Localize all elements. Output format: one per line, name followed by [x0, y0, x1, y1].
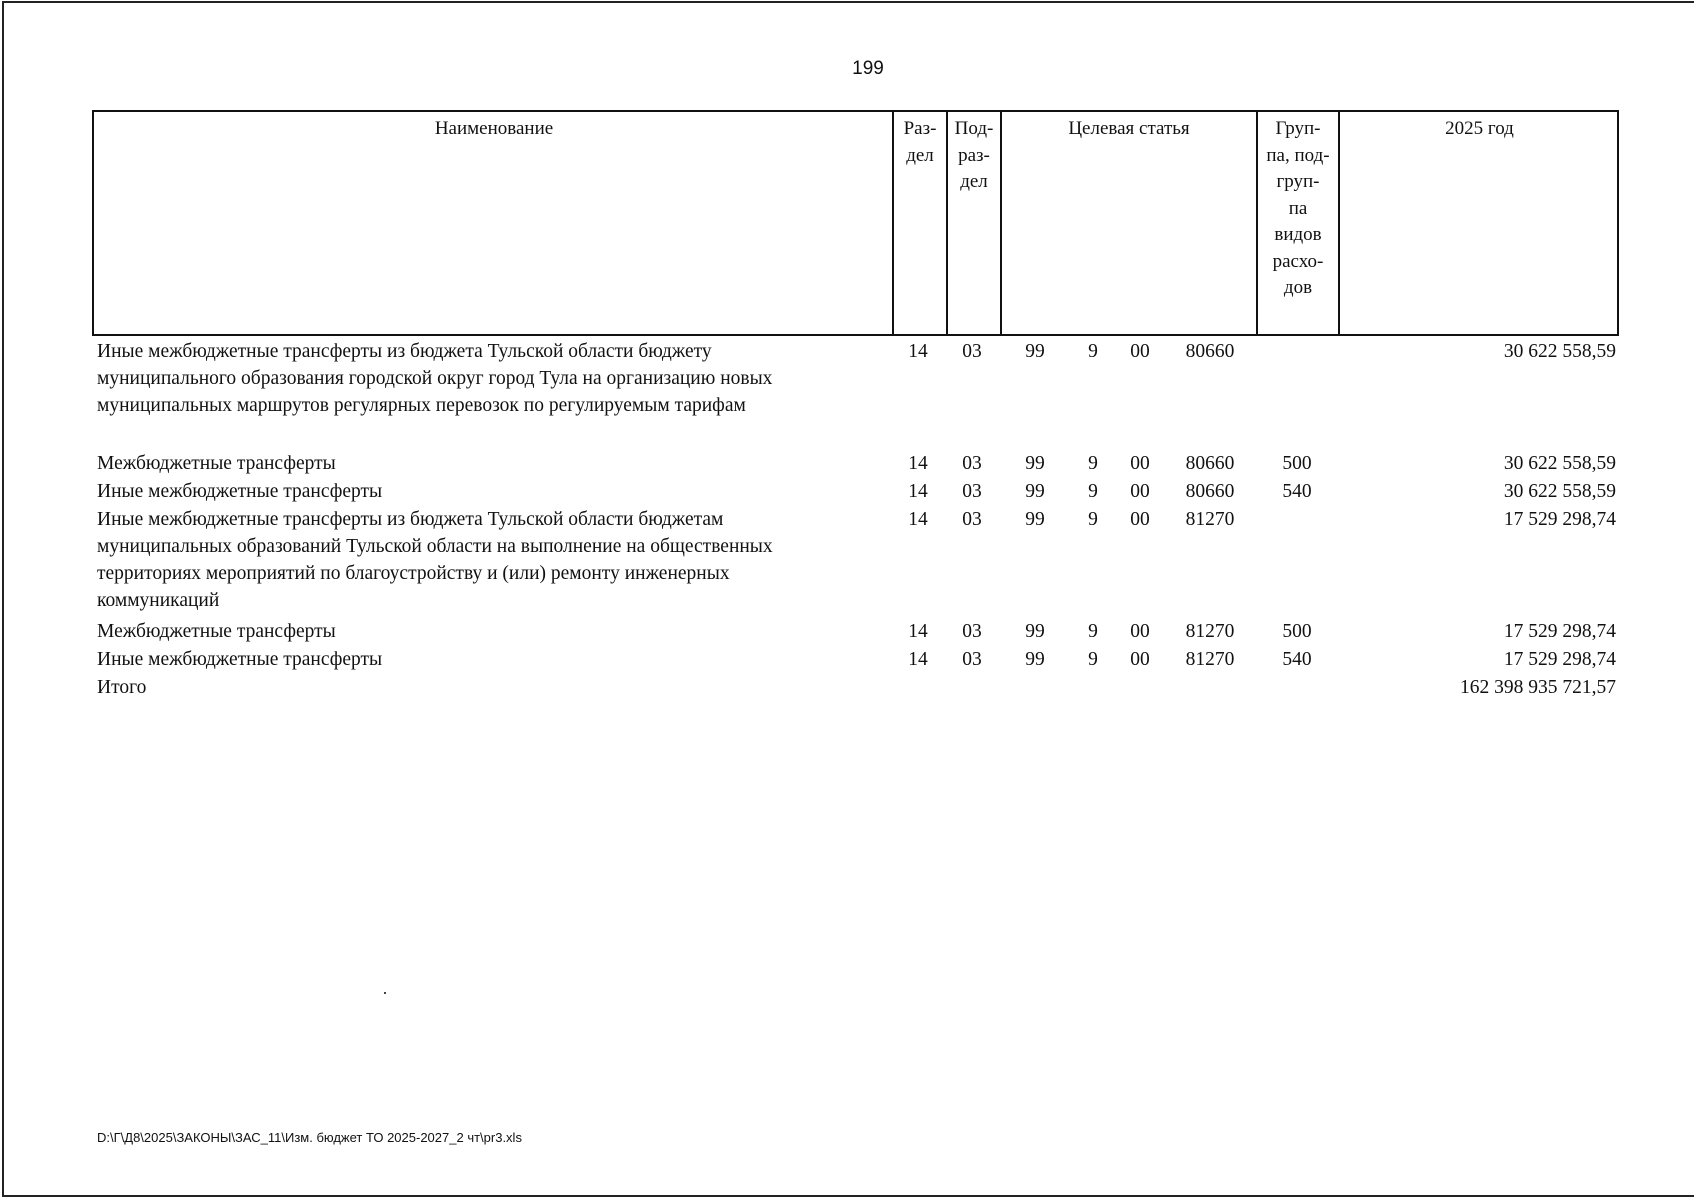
row-target-subprogram: 9	[1088, 621, 1098, 642]
row-name-line: Иные межбюджетные трансферты	[97, 481, 383, 502]
file-path-footer: D:\Г\Д8\2025\ЗАКОНЫ\ЗАС_11\Изм. бюджет ТО 2025-2027_2 чт\pr3.xls	[97, 1130, 522, 1145]
total-amount: 162 398 935 721,57	[1460, 677, 1616, 698]
row-razdel: 14	[908, 481, 928, 502]
row-name	[97, 478, 877, 505]
header-podrazdel-line: дел	[960, 171, 988, 192]
header-group-line: па, под-	[1266, 144, 1330, 166]
row-target-subprogram: 9	[1088, 341, 1098, 362]
row-amount: 17 529 298,74	[1503, 509, 1616, 530]
scan-speck	[384, 992, 386, 994]
row-name-line: коммуникаций	[97, 590, 220, 611]
row-target-event: 00	[1130, 621, 1150, 642]
row-name-line: муниципальных маршрутов регулярных перевозок по регулируемым тарифам	[97, 395, 746, 416]
row-podrazdel: 03	[962, 453, 982, 474]
row-target-event: 00	[1130, 509, 1150, 530]
header-razdel-line: дел	[906, 144, 934, 166]
row-group: 540	[1282, 481, 1312, 502]
header-name: Наименование	[434, 118, 554, 139]
header-group	[1256, 112, 1338, 334]
row-target-direction: 80660	[1185, 481, 1235, 502]
row-podrazdel: 03	[962, 649, 982, 670]
row-target-direction: 80660	[1185, 341, 1235, 362]
row-amount: 30 622 558,59	[1503, 481, 1616, 502]
header-group-line: расхо-	[1272, 250, 1324, 272]
row-name-line: территориях мероприятий по благоустройству и (или) ремонту инженерных	[97, 563, 730, 584]
header-group-line: дов	[1283, 277, 1313, 298]
row-name-line: Иные межбюджетные трансферты	[97, 649, 383, 670]
row-name-line: муниципального образования городской округ город Тула на организацию новых	[97, 368, 773, 389]
row-podrazdel: 03	[962, 341, 982, 362]
row-name-line: муниципальных образований Тульской области на выполнение на общественных	[97, 536, 773, 557]
row-amount: 17 529 298,74	[1503, 649, 1616, 670]
header-podrazdel-line: Под-	[954, 118, 994, 139]
row-group: 540	[1282, 649, 1312, 670]
row-name	[97, 506, 877, 614]
row-razdel: 14	[908, 509, 928, 530]
header-group-line: па	[1288, 197, 1308, 219]
row-target-direction: 81270	[1185, 509, 1235, 530]
header-razdel-line: Раз-	[903, 118, 937, 139]
row-podrazdel: 03	[962, 621, 982, 642]
row-name-line: Иные межбюджетные трансферты из бюджета Тульской области бюджету	[97, 341, 712, 362]
row-target-program: 99	[1025, 649, 1045, 670]
row-target-program: 99	[1025, 621, 1045, 642]
row-target-program: 99	[1025, 481, 1045, 502]
row-name-line: Межбюджетные трансферты	[97, 453, 336, 474]
row-target-direction: 81270	[1185, 649, 1235, 670]
row-razdel: 14	[908, 453, 928, 474]
row-podrazdel: 03	[962, 509, 982, 530]
row-razdel: 14	[908, 649, 928, 670]
header-podrazdel	[946, 112, 1000, 334]
row-target-subprogram: 9	[1088, 453, 1098, 474]
row-name	[97, 338, 877, 419]
header-target-article: Целевая статья	[1000, 112, 1256, 334]
header-group-line: груп-	[1276, 171, 1320, 192]
header-podrazdel-line: раз-	[958, 144, 990, 166]
table-header	[92, 110, 1619, 336]
row-name-line: Иные межбюджетные трансферты из бюджета Тульской области бюджетам	[97, 509, 724, 530]
header-group-line: Груп-	[1275, 118, 1321, 139]
row-razdel: 14	[908, 341, 928, 362]
row-name	[97, 646, 877, 673]
row-target-program: 99	[1025, 509, 1045, 530]
row-name-line: Межбюджетные трансферты	[97, 621, 336, 642]
row-amount: 30 622 558,59	[1503, 341, 1616, 362]
row-name	[97, 618, 877, 645]
row-razdel: 14	[908, 621, 928, 642]
row-group: 500	[1282, 621, 1312, 642]
header-year: 2025 год	[1338, 112, 1619, 334]
total-label: Итого	[97, 677, 147, 698]
row-group: 500	[1282, 453, 1312, 474]
row-target-event: 00	[1130, 453, 1150, 474]
row-target-event: 00	[1130, 649, 1150, 670]
row-target-subprogram: 9	[1088, 481, 1098, 502]
row-amount: 30 622 558,59	[1503, 453, 1616, 474]
row-name	[97, 450, 877, 477]
row-podrazdel: 03	[962, 481, 982, 502]
page-number: 199	[852, 58, 884, 79]
row-amount: 17 529 298,74	[1503, 621, 1616, 642]
header-group-line: видов	[1274, 224, 1322, 245]
row-target-program: 99	[1025, 341, 1045, 362]
header-razdel	[892, 112, 946, 334]
row-target-program: 99	[1025, 453, 1045, 474]
row-target-direction: 80660	[1185, 453, 1235, 474]
row-target-subprogram: 9	[1088, 509, 1098, 530]
row-target-event: 00	[1130, 481, 1150, 502]
row-target-event: 00	[1130, 341, 1150, 362]
row-target-subprogram: 9	[1088, 649, 1098, 670]
row-target-direction: 81270	[1185, 621, 1235, 642]
